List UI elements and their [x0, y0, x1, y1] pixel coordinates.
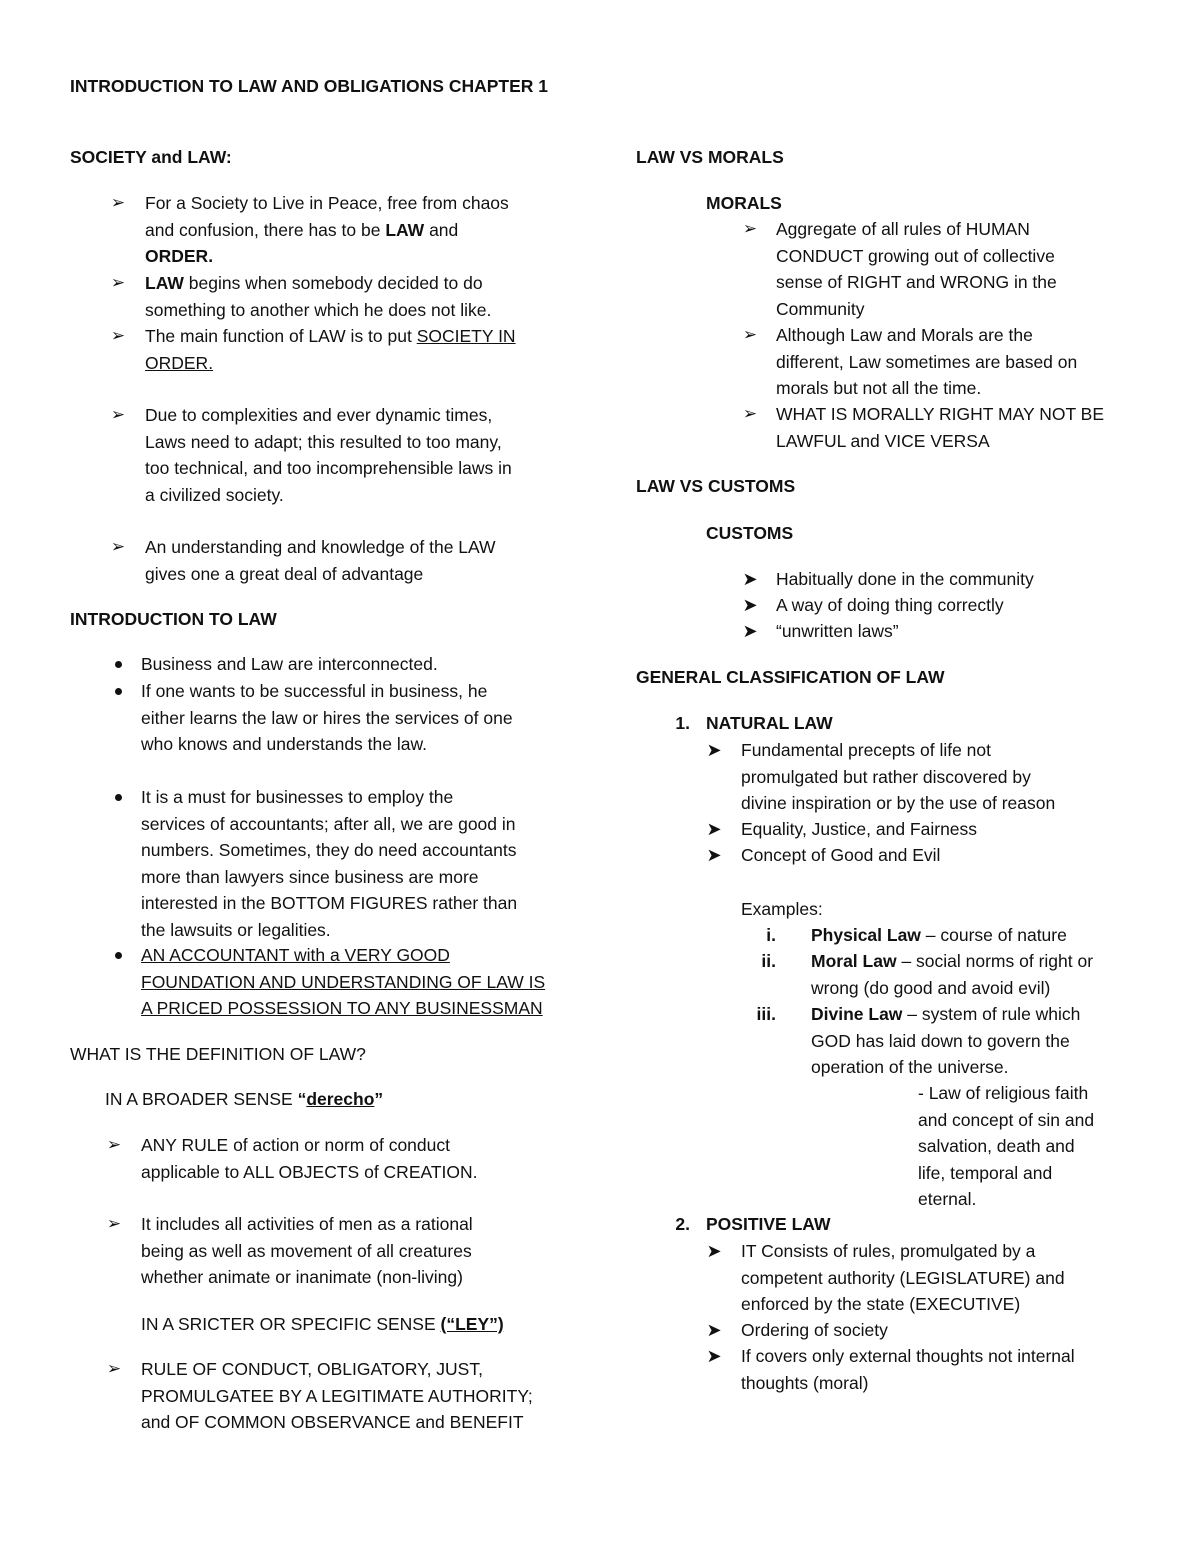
- bullet-dot-icon: [115, 794, 122, 801]
- arrow-bullet-icon: ➤: [706, 1346, 722, 1366]
- positive-law-item-2: Ordering of society: [741, 1320, 888, 1340]
- intro-heading: INTRODUCTION TO LAW: [70, 609, 277, 629]
- classification-heading: GENERAL CLASSIFICATION OF LAW: [636, 667, 945, 687]
- broader-item-1: ANY RULE of action or norm of conduct applicable to ALL OBJECTS of CREATION.: [141, 1135, 478, 1182]
- natural-law-item-1: Fundamental precepts of life not promulgated but rather discovered by divine inspiration or by the use of reason: [741, 740, 1056, 813]
- broader-item-2: It includes all activities of men as a rational being as well as movement of all creatures whether animate or inanimate (non-living): [141, 1214, 473, 1287]
- natural-law-number: 1.: [675, 713, 690, 733]
- arrow-bullet-icon: ➤: [742, 569, 758, 589]
- arrow-bullet-icon: ➢: [110, 273, 126, 292]
- society-heading: SOCIETY and LAW:: [70, 147, 232, 167]
- example-number: iii.: [756, 1004, 776, 1024]
- positive-law-item-3: If covers only external thoughts not internal thoughts (moral): [741, 1346, 1075, 1393]
- stricter-item-1: RULE OF CONDUCT, OBLIGATORY, JUST, PROMULGATEE BY A LEGITIMATE AUTHORITY; and OF COMMON OBSERVANCE and BENEFIT: [141, 1359, 533, 1432]
- natural-law-item-3: Concept of Good and Evil: [741, 845, 941, 865]
- natural-law-heading: NATURAL LAW: [706, 713, 833, 733]
- morals-item-1: Aggregate of all rules of HUMAN CONDUCT growing out of collective sense of RIGHT and WRONG in the Community: [776, 219, 1057, 319]
- intro-item-3: It is a must for businesses to employ the services of accountants; after all, we are good in numbers. Sometimes, they do need accountants more than lawyers since business are more interested in the BOTTOM FIGURES rather than the lawsuits or legalities.: [141, 787, 518, 940]
- arrow-bullet-icon: ➢: [106, 1359, 122, 1378]
- law-vs-morals-heading: LAW VS MORALS: [636, 147, 784, 167]
- positive-law-heading: POSITIVE LAW: [706, 1214, 831, 1234]
- divine-law-note: - Law of religious faith and concept of sin and salvation, death and life, temporal and eternal.: [918, 1083, 1095, 1209]
- morals-item-3: WHAT IS MORALLY RIGHT MAY NOT BE LAWFUL and VICE VERSA: [776, 404, 1105, 451]
- arrow-bullet-icon: ➤: [706, 740, 722, 760]
- examples-label: Examples:: [741, 899, 823, 919]
- bullet-dot-icon: [115, 661, 122, 668]
- morals-subheading: MORALS: [706, 193, 782, 213]
- society-item-5: An understanding and knowledge of the LAW gives one a great deal of advantage: [145, 537, 496, 584]
- definition-heading: WHAT IS THE DEFINITION OF LAW?: [70, 1044, 366, 1064]
- arrow-bullet-icon: ➢: [742, 325, 758, 344]
- arrow-bullet-icon: ➢: [106, 1214, 122, 1233]
- intro-item-4: AN ACCOUNTANT with a VERY GOOD FOUNDATION AND UNDERSTANDING OF LAW IS A PRICED POSSESSION TO ANY BUSINESSMAN: [141, 945, 546, 1018]
- document-title: INTRODUCTION TO LAW AND OBLIGATIONS CHAPTER 1: [70, 76, 549, 96]
- society-item-1: For a Society to Live in Peace, free from chaos and confusion, there has to be LAW and ORDER.: [145, 193, 509, 266]
- intro-item-2: If one wants to be successful in business, he either learns the law or hires the services of one who knows and understands the law.: [141, 681, 513, 754]
- intro-item-1: Business and Law are interconnected.: [141, 654, 438, 674]
- customs-item-2: A way of doing thing correctly: [776, 595, 1004, 615]
- broader-sense-heading: IN A BROADER SENSE “derecho”: [105, 1089, 384, 1109]
- example-moral-law: Moral Law – social norms of right or wrong (do good and avoid evil): [811, 951, 1094, 998]
- bullet-dot-icon: [115, 952, 122, 959]
- customs-subheading: CUSTOMS: [706, 523, 794, 543]
- arrow-bullet-icon: ➢: [110, 326, 126, 345]
- arrow-bullet-icon: ➢: [742, 404, 758, 423]
- society-item-3: The main function of LAW is to put SOCIETY IN ORDER.: [145, 326, 516, 373]
- morals-item-2: Although Law and Morals are the different, Law sometimes are based on morals but not all the time.: [776, 325, 1078, 398]
- customs-item-1: Habitually done in the community: [776, 569, 1034, 589]
- positive-law-number: 2.: [675, 1214, 690, 1234]
- example-number: ii.: [761, 951, 776, 971]
- bullet-dot-icon: [115, 688, 122, 695]
- arrow-bullet-icon: ➢: [106, 1135, 122, 1154]
- customs-item-3: “unwritten laws”: [776, 621, 899, 641]
- natural-law-item-2: Equality, Justice, and Fairness: [741, 819, 978, 839]
- society-item-2: LAW begins when somebody decided to do something to another which he does not like.: [145, 273, 492, 320]
- arrow-bullet-icon: ➤: [706, 819, 722, 839]
- arrow-bullet-icon: ➤: [706, 845, 722, 865]
- example-divine-law: Divine Law – system of rule which GOD has laid down to govern the operation of the universe.: [811, 1004, 1081, 1077]
- example-number: i.: [766, 925, 776, 945]
- arrow-bullet-icon: ➢: [742, 219, 758, 238]
- example-physical-law: Physical Law – course of nature: [811, 925, 1067, 945]
- arrow-bullet-icon: ➤: [742, 621, 758, 641]
- society-item-4: Due to complexities and ever dynamic times, Laws need to adapt; this resulted to too many, too technical, and too incomprehensible laws in a civilized society.: [145, 405, 512, 505]
- arrow-bullet-icon: ➤: [742, 595, 758, 615]
- stricter-sense-heading: IN A SRICTER OR SPECIFIC SENSE (“LEY”): [141, 1314, 504, 1334]
- arrow-bullet-icon: ➢: [110, 405, 126, 424]
- arrow-bullet-icon: ➤: [706, 1241, 722, 1261]
- law-vs-customs-heading: LAW VS CUSTOMS: [636, 476, 796, 496]
- arrow-bullet-icon: ➢: [110, 537, 126, 556]
- positive-law-item-1: IT Consists of rules, promulgated by a competent authority (LEGISLATURE) and enforced by the state (EXECUTIVE): [741, 1241, 1065, 1314]
- arrow-bullet-icon: ➢: [110, 193, 126, 212]
- arrow-bullet-icon: ➤: [706, 1320, 722, 1340]
